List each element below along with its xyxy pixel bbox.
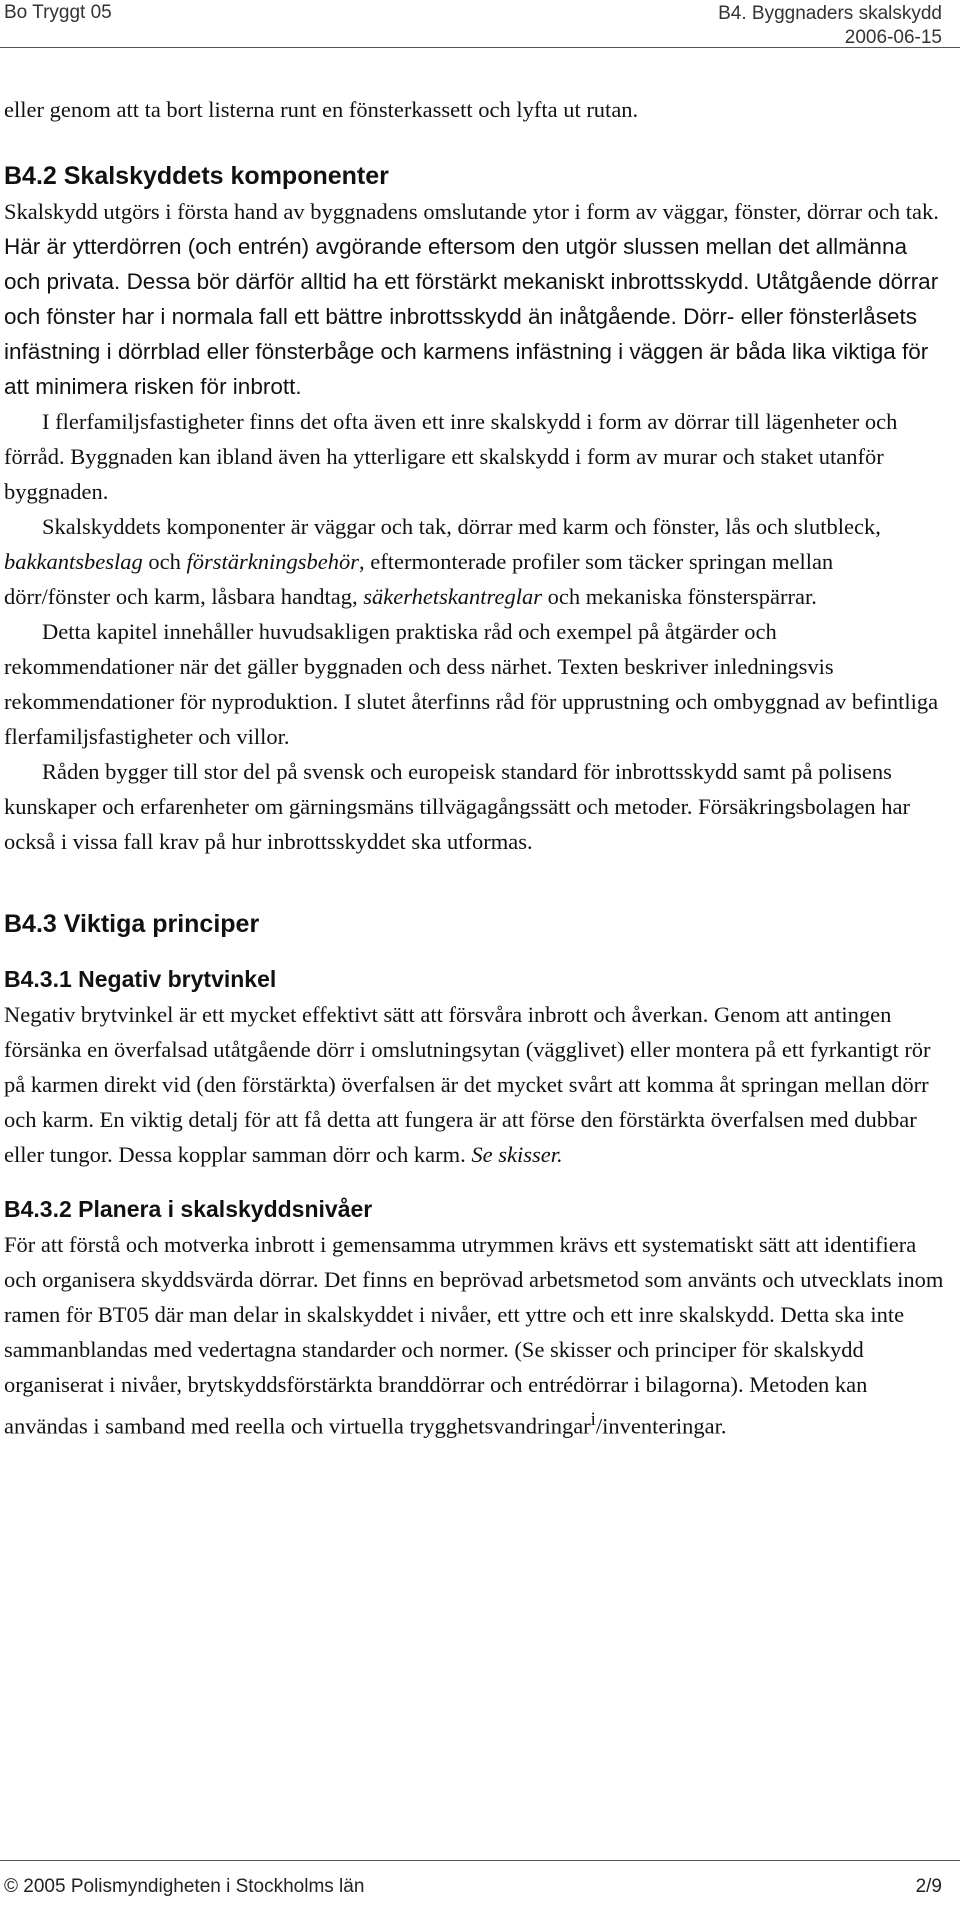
header-date: 2006-06-15 <box>844 27 942 48</box>
heading-b4-2: B4.2 Skalskyddets komponenter <box>4 162 389 190</box>
footer-divider <box>0 1860 960 1861</box>
p7-text-b: /inventeringar. <box>595 1413 727 1439</box>
p3-text-b: och <box>142 549 187 574</box>
paragraph-negative-angle <box>4 997 944 1172</box>
paragraph-chapter-contents: Detta kapitel innehåller huvudsakligen praktiska råd och exempel på åtgärder och rekommendationer när det gäller byggnaden och dess närhet. Texten beskriver inledningsvis rekommendationer för nyproduktion. I slutet återfinns råd för upprustning och ombyggnad av befintliga flerfamiljsfastigheter och villor. <box>4 619 939 749</box>
footnote-marker[interactable]: i <box>590 1409 596 1430</box>
header-section-title: B4. Byggnaders skalskydd <box>718 3 942 24</box>
intro-paragraph: eller genom att ta bort listerna runt en fönsterkassett och lyfta ut rutan. <box>4 97 639 122</box>
paragraph-components-1-text-b: Här är ytterdörren (och entrén) avgörande eftersom den utgör slussen mellan det allmänna och privata. Dessa bör därför alltid ha ett förstärkt mekaniskt inbrottsskydd. Utåtgående dörrar och fönster har i normala fall ett bättre inbrottsskydd än inåtgående. Dörr- eller fönsterlåsets infästning i dörrblad eller fönsterbåge och karmens infästning i väggen är båda lika viktiga för att minimera risken för inbrott. <box>4 234 939 399</box>
header-document-title: Bo Tryggt 05 <box>4 2 112 23</box>
paragraph-components-2: I flerfamiljsfastigheter finns det ofta även ett inre skalskydd i form av dörrar till lägenheter och förråd. Byggnaden kan ibland även ha ytterligare ett skalskydd i form av murar och staket utanför byggnaden. <box>4 409 898 504</box>
paragraph-components-1-text-a: Skalskydd utgörs i första hand av byggnadens omslutande ytor i form av väggar, fönster, dörrar och tak. <box>4 199 939 224</box>
p3-text-c: , eftermonterade profiler som täcker springan mellan dörr/fönster och karm, låsbara handtag, <box>4 549 834 609</box>
heading-b4-3: B4.3 Viktiga principer <box>4 910 260 938</box>
paragraph-components-3 <box>4 509 944 614</box>
document-body <box>4 92 944 1444</box>
paragraph-protection-levels <box>4 1227 944 1444</box>
see-sketches-note: Se skisser. <box>471 1142 563 1167</box>
paragraph-components-1 <box>4 194 944 404</box>
term-sakerhetskantreglar: säkerhetskantreglar <box>363 584 542 609</box>
footer-copyright: © 2005 Polismyndigheten i Stockholms län <box>4 1876 365 1897</box>
header-section-info <box>718 2 942 50</box>
p3-text-d: och mekaniska fönsterspärrar. <box>541 584 817 609</box>
p6-text: Negativ brytvinkel är ett mycket effektivt sätt att försvåra inbrott och åverkan. Genom att antingen försänka en överfalsad utåtgående dörr i omslutningsytan (vägglivet) eller montera på ett fyrkantigt rör på karmen direkt vid (den förstärkta) överfalsen är det mycket svårt att komma åt springan mellan dörr och karm. En viktig detalj för att få detta att fungera är att förse den förstärkta överfalsen med dubbar eller tungor. Dessa kopplar samman dörr och karm. <box>4 1002 931 1167</box>
heading-b4-3-2: B4.3.2 Planera i skalskyddsnivåer <box>4 1196 373 1222</box>
page-header <box>0 0 960 48</box>
heading-b4-3-1: B4.3.1 Negativ brytvinkel <box>4 966 277 992</box>
header-divider <box>0 47 960 48</box>
term-forstarkningsbehor: förstärkningsbehör <box>186 549 359 574</box>
paragraph-standards: Råden bygger till stor del på svensk och europeisk standard för inbrottsskydd samt på polisens kunskaper och erfarenheter om gärningsmäns tillvägagångssätt och metoder. Försäkringsbolagen har också i vissa fall krav på hur inbrottsskyddet ska utformas. <box>4 759 910 854</box>
p3-text-a: Skalskyddets komponenter är väggar och tak, dörrar med karm och fönster, lås och slutbleck, <box>42 514 881 539</box>
term-bakkantsbeslag: bakkantsbeslag <box>4 549 143 574</box>
footer-page-number: 2/9 <box>915 1876 942 1897</box>
p7-text-a: För att förstå och motverka inbrott i gemensamma utrymmen krävs ett systematiskt sätt att identifiera och organisera skyddsvärda dörrar. Det finns en beprövad arbetsmetod som använts och utvecklats inom ramen för BT05 där man delar in skalskyddet i nivåer, ett yttre och ett inre skalskydd. Detta ska inte sammanblandas med vedertagna standarder och normer. (Se skisser och principer för skalskydd organiserat i nivåer, brytskyddsförstärkta branddörrar och entrédörrar i bilagorna). Metoden kan användas i samband med reella och virtuella trygghetsvandringar <box>4 1232 944 1439</box>
